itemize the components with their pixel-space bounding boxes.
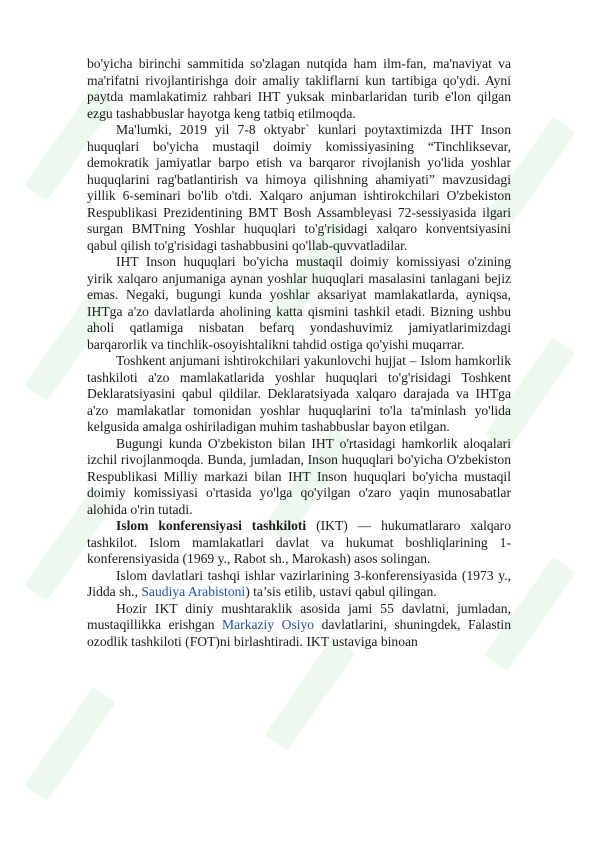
paragraph-7-text-a: Islom davlatlari tashqi ishlar vazirlarining 3-konferensiyasida (1973 y., Jidda sh.,	[87, 567, 511, 599]
paragraph-8-text-a: Hozir IKT diniy mushtaraklik asosida jami 55 davlatni, jumladan, mustaqillikka erishgan	[87, 600, 511, 632]
link-markaziy-osiyo[interactable]: Markaziy Osiyo	[222, 617, 315, 632]
paragraph-4: Toshkent anjumani ishtirokchilari yakunlovchi hujjat – Islom hamkorlik tashkiloti a'zo mamlakatlarida yoshlar huquqlari to'g'risidagi Toshkent Deklaratsiyasini qabul qildilar. Deklaratsiyada xalqaro darajada va IHTga a'zo mamlakatlar tomonidan yoshlar huquqlarini to'la ta'minlash yo'lida kelgusida amalga oshiriladigan muhim tashabbuslar bayon etilgan.	[87, 353, 511, 434]
link-saudiya-arabistoni[interactable]: Saudiya Arabistoni	[141, 584, 246, 599]
watermark-stripe	[264, 637, 356, 751]
paragraph-6	[87, 518, 511, 568]
paragraph-8	[87, 601, 511, 651]
paragraph-7-text-b: ) ta’sis etilib, ustavi qabul qilingan.	[245, 584, 437, 599]
watermark-stripe	[24, 687, 116, 801]
paragraph-5: Bugungi kunda O'zbekiston bilan IHT o'rtasidagi hamkorlik aloqalari izchil rivojlanmoqda. Bunda, jumladan, Inson huquqlari bo'yicha O'zbekiston Respublikasi Milliy markazi bilan IHT Inson huquqlari bo'yicha mustaqil doimiy komissiyasi o'rtasida yo'lga qo'yilgan o'zaro yaqin munosabatlar alohida o'rin tutadi.	[87, 435, 511, 517]
paragraph-1: bo'yicha birinchi sammitida so'zlagan nutqida ham ilm-fan, ma'naviyat va ma'rifatni rivojlantirishga doir amaliy takliflarni kun tartibiga qo'ydi. Ayni paytda mamlakatimiz rahbari IHT yuksak minbarlaridan turib e'lon qilgan ezgu tashabbuslar hayotga keng tatbiq etilmoqda.	[87, 56, 511, 121]
paragraph-7	[87, 568, 511, 601]
term-definition: (IKT) — hukumatlararo xalqaro tashkilot. Islom mamlakatlari davlat va hukumat boshliqlarining 1-konferensiyasida (1969 y., Rabot sh., Marokash) asos solingan.	[87, 518, 512, 566]
paragraph-3: IHT Inson huquqlari bo'yicha mustaqil doimiy komissiyasi o'zining yirik xalqaro anjumaniga aynan yoshlar huquqlari masalasini tanlagani bejiz emas. Negaki, bugungi kunda yoshlar aksariyat mamlakatlarda, ayniqsa, IHTga a'zo davlatlarda aholining katta qismini tashkil etadi. Bizning ushbu aholi qatlamiga nisbatan befarq yondashuvimiz jamiyatlarimizdagi barqarorlik va tinchlik-osoyishtalikni tahdid ostiga qo'yishi muqarrar.	[87, 254, 511, 352]
document-page	[87, 56, 511, 650]
term-heading: Islom konferensiyasi tashkiloti	[116, 518, 307, 533]
paragraph-8-text-b: davlatlarini, shuningdek, Falastin ozodlik tashkiloti (FOT)ni birlashtiradi. IKT ustaviga binoan	[87, 617, 512, 649]
paragraph-2: Ma'lumki, 2019 yil 7-8 oktyabr` kunlari poytaxtimizda IHT Inson huquqlari bo'yicha mustaqil doimiy komissiyasining “Tinchliksevar, demokratik jamiyatlar barpo etish va barqaror rivojlanish yo'lida yoshlar huquqlarini rag'batlantirish va himoya qilishning ahamiyati” mavzusidagi yillik 6-seminari bo'lib o'tdi. Xalqaro anjuman ishtirokchilari O'zbekiston Respublikasi Prezidentining BMT Bosh Assambleyasi 72-sessiyasida ilgari surgan BMTning Yoshlar huquqlari to'g'risidagi xalqaro konventsiyasini qabul qilish to'g'risidagi tashabbusini qo'llab-quvvatladilar.	[87, 122, 511, 253]
